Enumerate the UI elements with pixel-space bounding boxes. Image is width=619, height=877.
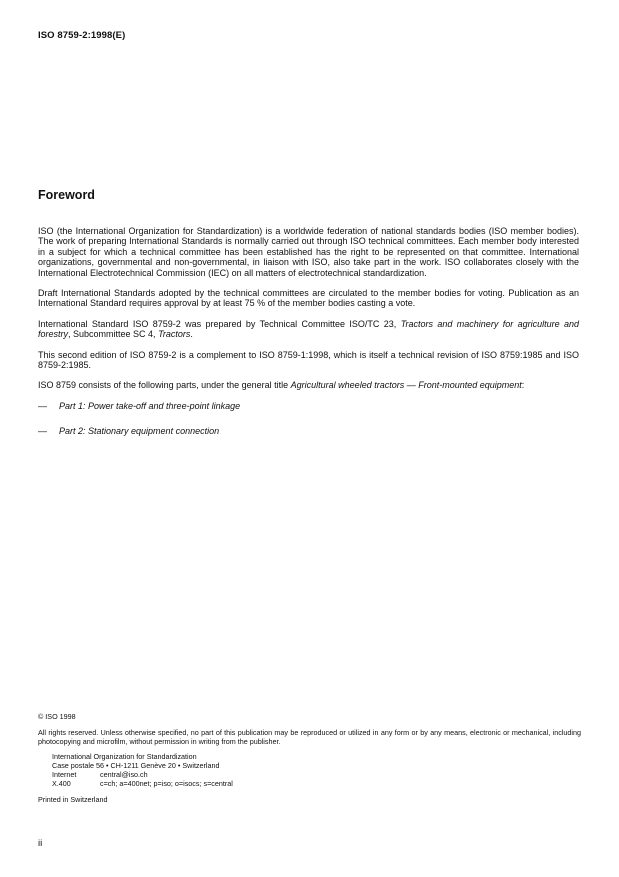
subcommittee-title-italic: Tractors [158, 329, 191, 340]
publisher-postal-address: Case postale 56 • CH-1211 Genève 20 • Switzerland [52, 761, 220, 770]
paragraph-prepared-by-segment: , Subcommittee SC 4, [68, 329, 159, 340]
publisher-address-block [52, 752, 581, 788]
part-2-title: Part 2: Stationary equipment connection [59, 426, 220, 437]
parts-list [38, 401, 579, 437]
paragraph-draft-standards: Draft International Standards adopted by the technical committees are circulated to the member bodies for voting. Publication as an International Standard requires approval by at least 75 % of the member bodies casting a vote. [38, 288, 579, 309]
list-item-part-1 [38, 401, 579, 411]
paragraph-iso-federation: ISO (the International Organization for Standardization) is a worldwide federation of national standards bodies (ISO member bodies). The work of preparing International Standards is normally carried out through ISO technical committees. Each member body interested in a subject for which a technical committee has been established has the right to be represented on that committee. International organizations, governmental and non-governmental, in liaison with ISO, also take part in the work. ISO collaborates closely with the International Electrotechnical Commission (IEC) on all matters of electrotechnical standardization. [38, 226, 579, 278]
x400-address: c=ch; a=400net; p=iso; o=isocs; s=central [100, 779, 233, 788]
list-dash: — [38, 426, 47, 437]
copyright-footer [38, 712, 581, 804]
internet-address: central@iso.ch [100, 770, 148, 779]
publisher-x400-row [52, 779, 581, 788]
document-reference-header: ISO 8759-2:1998(E) [38, 30, 126, 41]
list-dash: — [38, 400, 47, 411]
internet-label: Internet [52, 770, 77, 779]
part-1-title: Part 1: Power take-off and three-point linkage [59, 400, 241, 411]
paragraph-general-title-segment: : [521, 380, 525, 391]
foreword-section [38, 188, 579, 452]
paragraph-prepared-by [38, 319, 579, 340]
foreword-title: Foreword [38, 188, 95, 202]
page-number: ii [38, 838, 43, 849]
series-title-italic: Agricultural wheeled tractors — Front-mounted equipment [290, 380, 522, 391]
paragraph-prepared-by-segment: International Standard ISO 8759-2 was prepared by Technical Committee ISO/TC 23, [38, 318, 401, 329]
publisher-org-name: International Organization for Standardization [52, 752, 197, 761]
rights-reserved-text: All rights reserved. Unless otherwise specified, no part of this publication may be reproduced or utilized in any form or by any means, electronic or mechanical, including photocopying and microfilm, without permission in writing from the publisher. [38, 728, 581, 746]
list-item-part-2 [38, 426, 579, 436]
committee-title-italic: Tractors and machinery for agriculture and forestry [38, 318, 579, 340]
publisher-internet-row [52, 770, 581, 779]
paragraph-general-title [38, 380, 579, 390]
paragraph-general-title-segment: ISO 8759 consists of the following parts, under the general title [38, 380, 291, 391]
paragraph-second-edition: This second edition of ISO 8759-2 is a complement to ISO 8759-1:1998, which is itself a technical revision of ISO 8759:1985 and ISO 8759-2:1985. [38, 349, 579, 371]
copyright-notice: © ISO 1998 [38, 712, 76, 721]
paragraph-prepared-by-segment: . [190, 329, 193, 340]
x400-label: X.400 [52, 779, 71, 788]
printed-in-switzerland: Printed in Switzerland [38, 795, 108, 804]
